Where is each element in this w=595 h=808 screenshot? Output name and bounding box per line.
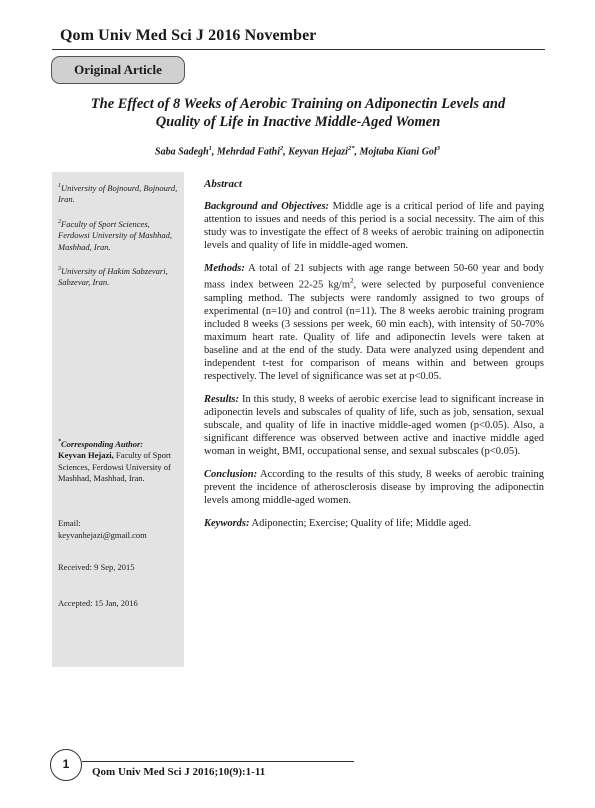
affiliation-sup: 2 [58, 218, 61, 225]
affiliation-1 [58, 181, 178, 206]
abstract-methods [204, 262, 544, 383]
abstract-heading: Abstract [204, 178, 242, 190]
background-label: Background and Objectives: [204, 201, 330, 212]
abstract-results [204, 393, 544, 458]
keywords-label: Keywords: [204, 517, 250, 529]
article-title [58, 95, 538, 131]
footer-citation: Qom Univ Med Sci J 2016;10(9):1-11 [92, 766, 266, 778]
email-address[interactable]: keyvanhejazi@gmail.com [58, 529, 147, 540]
abstract-keywords [204, 517, 544, 530]
corresponding-label [58, 439, 143, 449]
conclusion-label: Conclusion: [204, 468, 258, 480]
journal-header: Qom Univ Med Sci J 2016 November [60, 27, 317, 44]
page-number: 1 [50, 749, 82, 781]
title-line-1: The Effect of 8 Weeks of Aerobic Training on Adiponectin Levels and [90, 96, 506, 112]
corresponding-sup: * [58, 439, 61, 445]
author-list: Saba Sadegh$^1$, Mehrdad Fathi$^2$, Keyvan Hejazi$^{2*}$, Mojtaba Kiani Gol$^3$ [155, 145, 440, 158]
methods-label: Methods: [204, 263, 245, 274]
email-block [58, 518, 182, 541]
keywords-text: Adiponectin; Exercise; Quality of life; Middle aged. [249, 517, 472, 529]
affiliation-text: University of Bojnourd, Bojnourd, Iran. [58, 182, 178, 205]
affiliation-3 [58, 264, 178, 289]
footer-divider [82, 761, 354, 762]
author-sup: 1 [208, 145, 212, 152]
affiliation-text: Faculty of Sport Sciences, Ferdowsi University of Mashhad, Mashhad, Iran. [58, 218, 172, 252]
affiliation-text: University of Hakim Sabzevari, Sabzevar, Iran. [58, 265, 168, 288]
email-label: Email: [58, 518, 81, 528]
affiliation-sup: 1 [58, 183, 61, 189]
background-text: Middle age is a critical period of life and paying attention to issues and needs of this period is a social necessity. The aim of this study was to investigate the effect of 8 weeks of aerobic training on adiponectin levels and quality of life in middle-aged women. [204, 201, 545, 251]
corresponding-address: Faculty of Sport Sciences, Ferdowsi University of Mashhad, Mashhad, Iran. [58, 450, 172, 484]
abstract-conclusion [204, 468, 544, 507]
header-divider [52, 49, 545, 50]
methods-text-a: A total of 21 subjects with age range between 50-60 year and body mass index between 22-25 kg/m [204, 263, 544, 291]
corresponding-label-text: Corresponding Author: [61, 438, 144, 449]
affiliation-2 [58, 217, 178, 253]
corresponding-author [58, 437, 180, 485]
abstract [204, 178, 544, 540]
author-sup: 2 [279, 145, 284, 152]
affiliation-sup: 3 [58, 266, 61, 273]
author-name: Keyvan Hejazi [288, 146, 348, 158]
author-name: Saba Sadegh [155, 146, 209, 158]
article-type-badge: Original Article [51, 56, 185, 84]
conclusion-text: According to the results of this study, 8 weeks of aerobic training prevent the incidence of atherosclerosis disease by improving the adiponectin levels among middle-aged women. [204, 468, 544, 506]
results-text: In this study, 8 weeks of aerobic exercise lead to significant increase in adiponectin levels and subscales of quality of life, such as job, sensation, sexual subscale, and quality of life in inactive middle-aged women (p<0.05). Also, a significant difference was observed between active and inactive middle aged woman in weight, BMI, occupational sense, and sexual subscales (p<0.05). [204, 393, 544, 457]
received-date: Received: 9 Sep, 2015 [58, 562, 135, 572]
corresponding-name: Keyvan Hejazi, [58, 450, 114, 461]
methods-text-b: , were selected by purposeful convenience sampling method. The subjects were randomly assigned to two groups of experimental (n=10) and control (n=11). The 8 weeks aerobic training program included 8 weeks (3 sessions per week, 60 min each), with intensity of 50-70% maximum heart rate. Quality of life and adiponectin levels were taken at baseline and at the end of the study. Data were analyzed using dependent and independent t-test for comparison of means within and between groups respectively. The level of significance was set at p<0.05. [204, 279, 545, 382]
methods-sup: 2 [350, 277, 354, 285]
author-name: Mojtaba Kiani Gol [359, 146, 437, 158]
info-sidebar [52, 172, 184, 667]
author-name: Mehrdad Fathi [216, 146, 280, 158]
results-label: Results: [204, 393, 240, 405]
abstract-background [204, 200, 544, 252]
accepted-date: Accepted: 15 Jan, 2016 [58, 598, 138, 608]
author-sup: 2* [347, 145, 355, 152]
title-line-2: Quality of Life in Inactive Middle-Aged Women [155, 114, 441, 130]
author-sup: 3 [436, 145, 440, 152]
